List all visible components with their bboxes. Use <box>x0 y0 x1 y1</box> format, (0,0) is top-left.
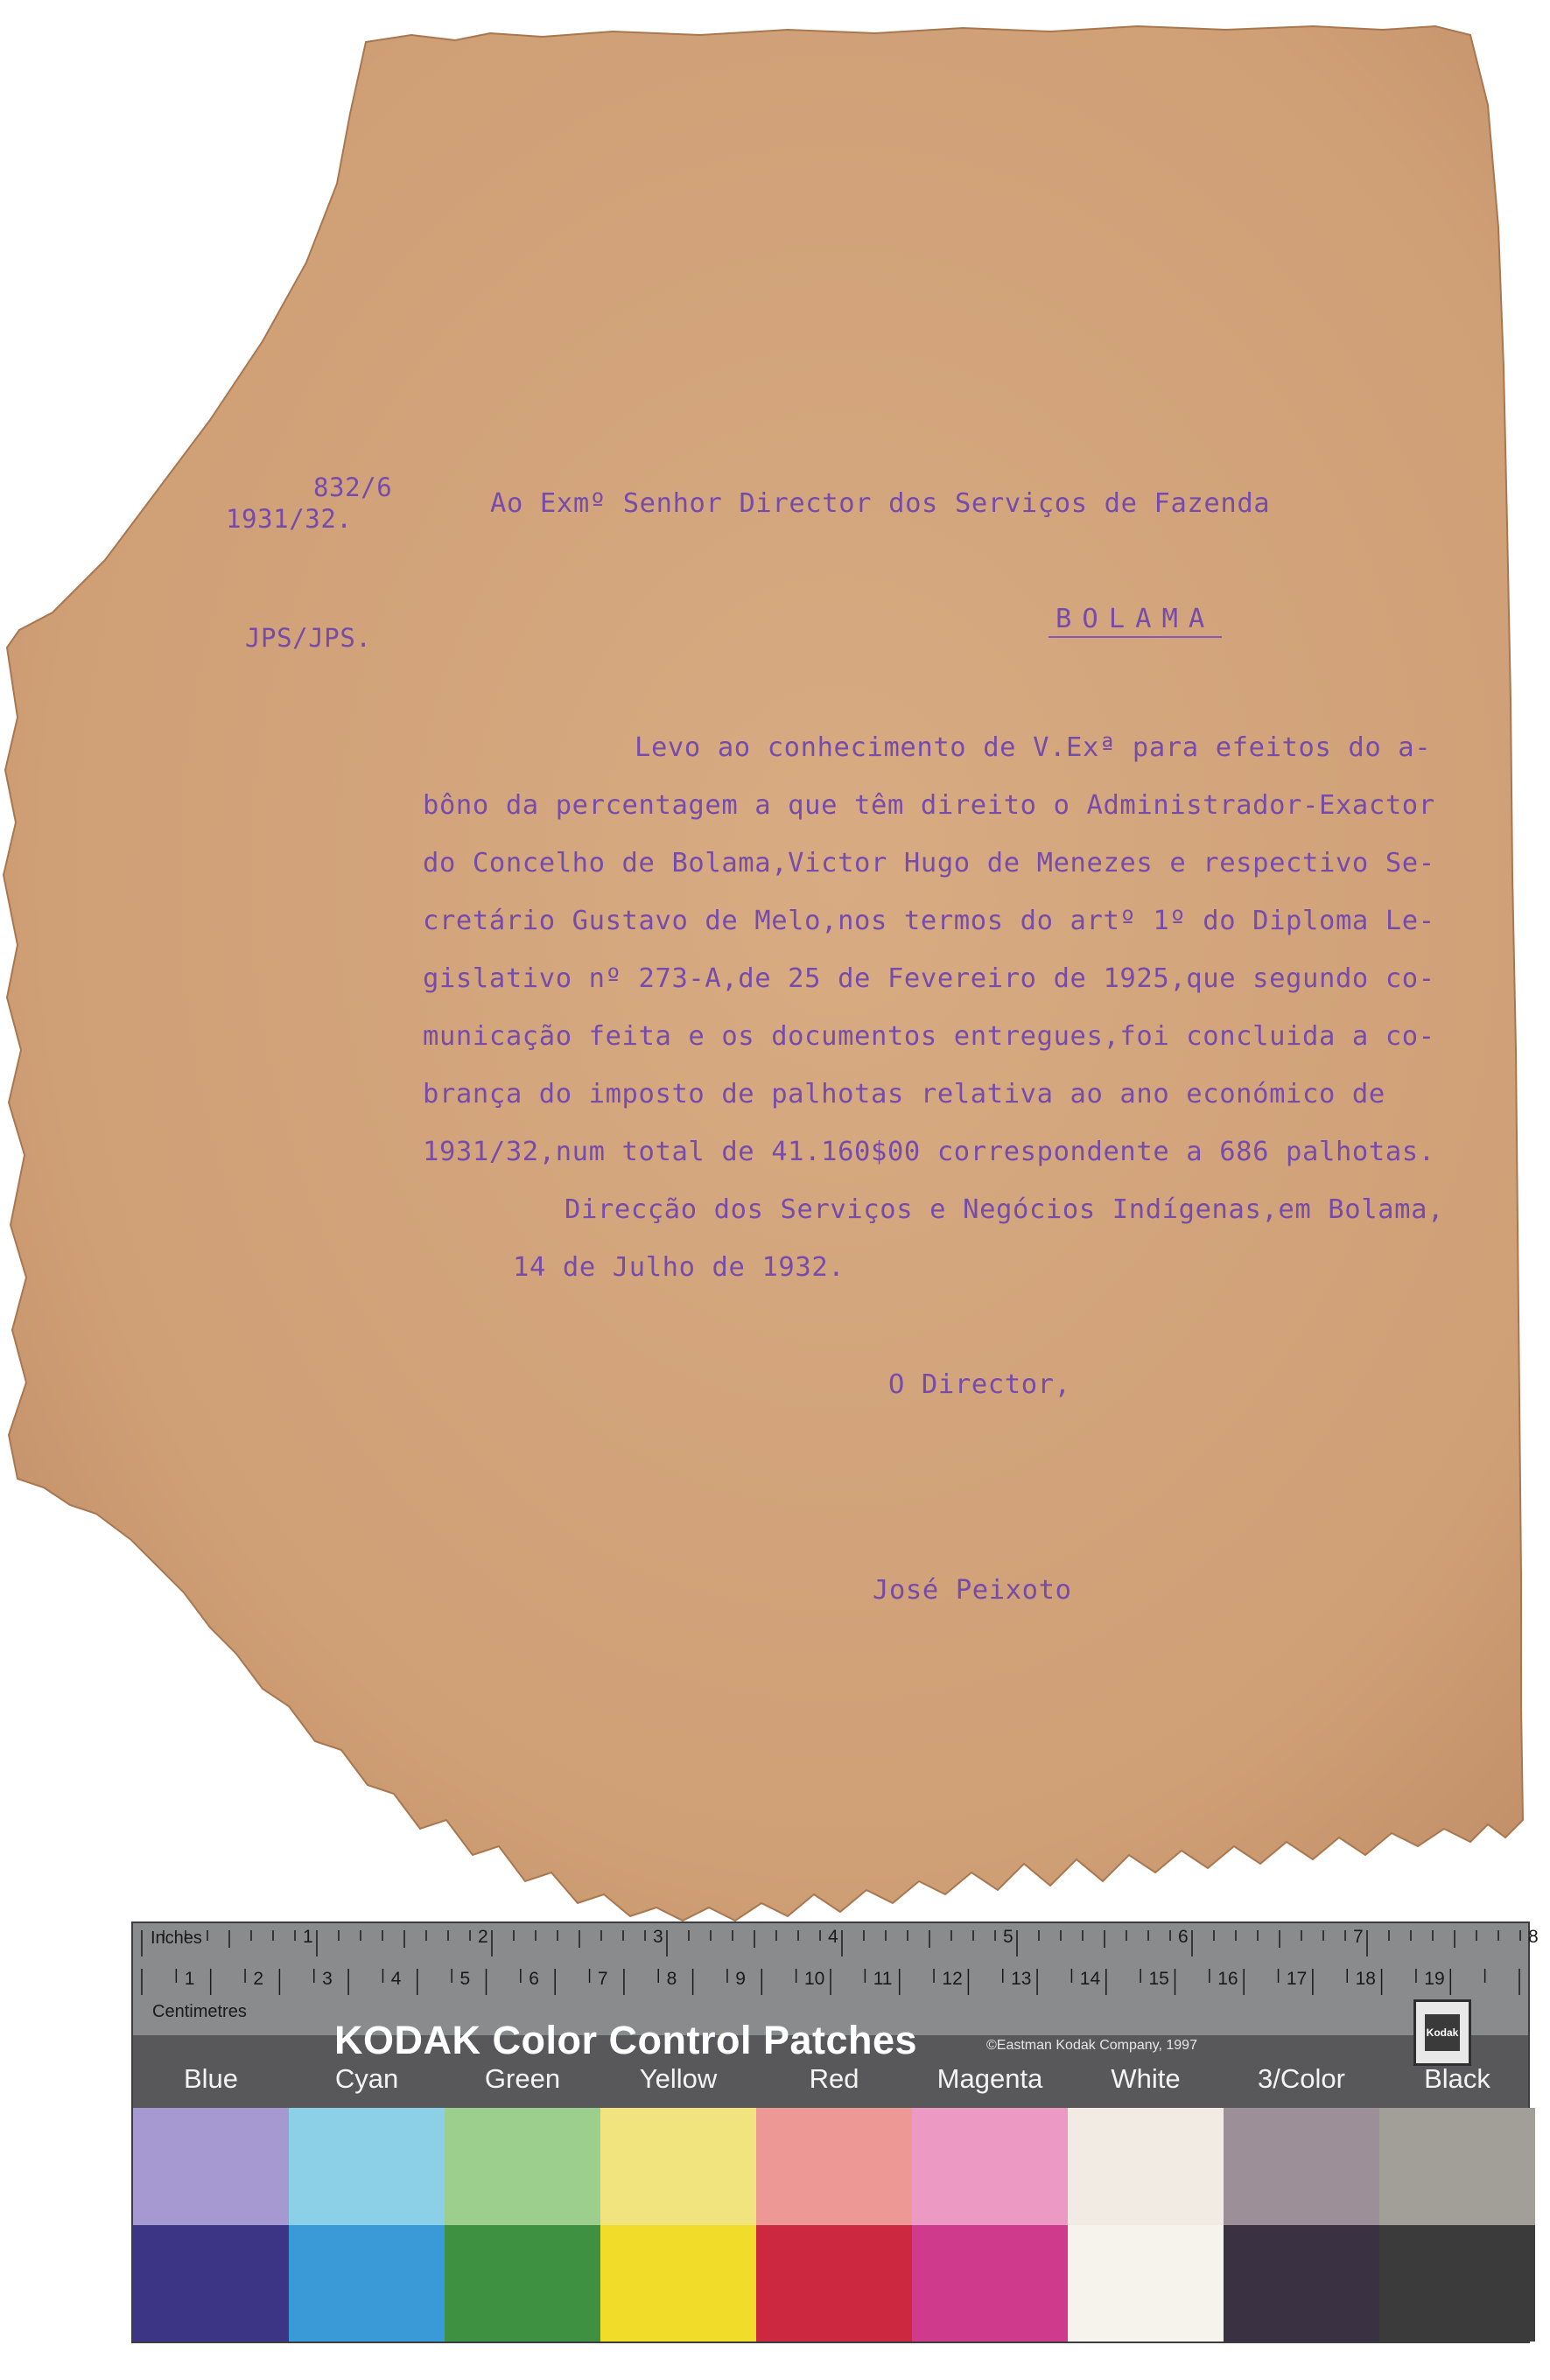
addressee-line: Ao Exmº Senhor Director dos Serviços de Fazenda <box>490 488 1271 519</box>
cm-number: 5 <box>459 1969 471 1989</box>
cm-number: 13 <box>1011 1969 1032 1989</box>
patch-label-3-color: 3/Color <box>1258 2063 1345 2094</box>
cm-number: 12 <box>942 1969 963 1989</box>
inch-number: 6 <box>1178 1927 1189 1947</box>
patch-label-black: Black <box>1424 2063 1490 2094</box>
color-patch-dark <box>756 2225 912 2342</box>
color-patch-light <box>912 2108 1068 2225</box>
color-patch-dark <box>445 2225 600 2342</box>
signature-name: José Peixoto <box>873 1575 1072 1606</box>
color-patch-light <box>756 2108 912 2225</box>
cm-number: 14 <box>1079 1969 1101 1989</box>
body-line: bôno da percentagem a que têm direito o Administrador-Exactor <box>423 790 1435 821</box>
letter-body <box>423 719 1445 1297</box>
patch-label-white: White <box>1111 2063 1181 2094</box>
cm-number: 3 <box>322 1969 333 1989</box>
body-line: municação feita e os documentos entregues,foi concluida a co- <box>423 1021 1435 1052</box>
cm-number: 10 <box>804 1969 825 1989</box>
inch-number: 1 <box>303 1927 313 1947</box>
body-line: brança do imposto de palhotas relativa ao ano económico de <box>423 1079 1385 1110</box>
body-line: do Concelho de Bolama,Victor Hugo de Menezes e respectivo Se- <box>423 848 1435 878</box>
color-patch-light <box>445 2108 600 2225</box>
cm-number: 7 <box>597 1969 608 1989</box>
inch-number: 2 <box>478 1927 488 1947</box>
date-line: 14 de Julho de 1932. <box>513 1252 845 1283</box>
cm-number: 15 <box>1148 1969 1169 1989</box>
color-patch-dark <box>1224 2225 1379 2342</box>
kodak-title: KODAK Color Control Patches <box>334 2018 918 2062</box>
body-line: cretário Gustavo de Melo,nos termos do artº 1º do Diploma Le- <box>423 906 1435 936</box>
color-patch-light <box>133 2108 289 2225</box>
color-patch-dark <box>912 2225 1068 2342</box>
color-patch-dark <box>289 2225 445 2342</box>
cm-number: 16 <box>1217 1969 1238 1989</box>
body-line: gislativo nº 273-A,de 25 de Fevereiro de 1925,que segundo co- <box>423 963 1435 994</box>
inch-number: 4 <box>828 1927 838 1947</box>
inches-label: Inches <box>151 1928 202 1948</box>
color-patch-light <box>289 2108 445 2225</box>
patch-label-magenta: Magenta <box>936 2063 1043 2094</box>
patch-label-yellow: Yellow <box>639 2063 718 2094</box>
kodak-copyright: ©Eastman Kodak Company, 1997 <box>986 2038 1197 2053</box>
cm-number: 6 <box>529 1969 539 1989</box>
kodak-color-target <box>131 1922 1539 2343</box>
kodak-logo <box>1413 1999 1471 2066</box>
reference-number: 832/6 <box>313 472 393 502</box>
cm-number: 11 <box>873 1969 893 1989</box>
inch-number: 3 <box>653 1927 663 1947</box>
cm-number: 4 <box>390 1969 402 1989</box>
body-line: 1931/32,num total de 41.160$00 correspondente a 686 palhotas. <box>423 1137 1435 1167</box>
cm-number: 2 <box>253 1969 264 1989</box>
city-heading: BOLAMA <box>1049 604 1222 638</box>
color-patch-dark <box>600 2225 756 2342</box>
reference-year: 1931/32. <box>226 504 353 534</box>
closing: O Director, <box>888 1369 1071 1400</box>
cm-number: 9 <box>735 1969 746 1989</box>
inch-number: 5 <box>1003 1927 1013 1947</box>
color-patch-dark <box>1379 2225 1535 2342</box>
body-line: Levo ao conhecimento de V.Exª para efeitos do a- <box>635 732 1432 763</box>
typist-initials: JPS/JPS. <box>245 623 372 653</box>
patch-label-cyan: Cyan <box>334 2063 399 2094</box>
color-patch-dark <box>1068 2225 1224 2342</box>
place-line: Direcção dos Serviços e Negócios Indígenas,em Bolama, <box>565 1194 1445 1225</box>
cm-number: 1 <box>184 1969 195 1989</box>
inch-number: 8 <box>1528 1927 1539 1947</box>
color-patch-light <box>1068 2108 1224 2225</box>
centimetres-label: Centimetres <box>152 2002 247 2021</box>
color-patch-dark <box>133 2225 289 2342</box>
color-patch-light <box>1224 2108 1379 2225</box>
cm-number: 19 <box>1424 1969 1445 1989</box>
patch-label-green: Green <box>484 2063 561 2094</box>
patch-label-red: Red <box>809 2063 859 2094</box>
inch-number: 7 <box>1353 1927 1364 1947</box>
cm-number: 18 <box>1355 1969 1376 1989</box>
patch-label-blue: Blue <box>183 2063 239 2094</box>
color-patch-light <box>600 2108 756 2225</box>
cm-number: 17 <box>1286 1969 1308 1989</box>
kodak-logo-mark: Kodak <box>1425 2014 1460 2051</box>
color-patch-light <box>1379 2108 1535 2225</box>
cm-number: 8 <box>666 1969 677 1989</box>
